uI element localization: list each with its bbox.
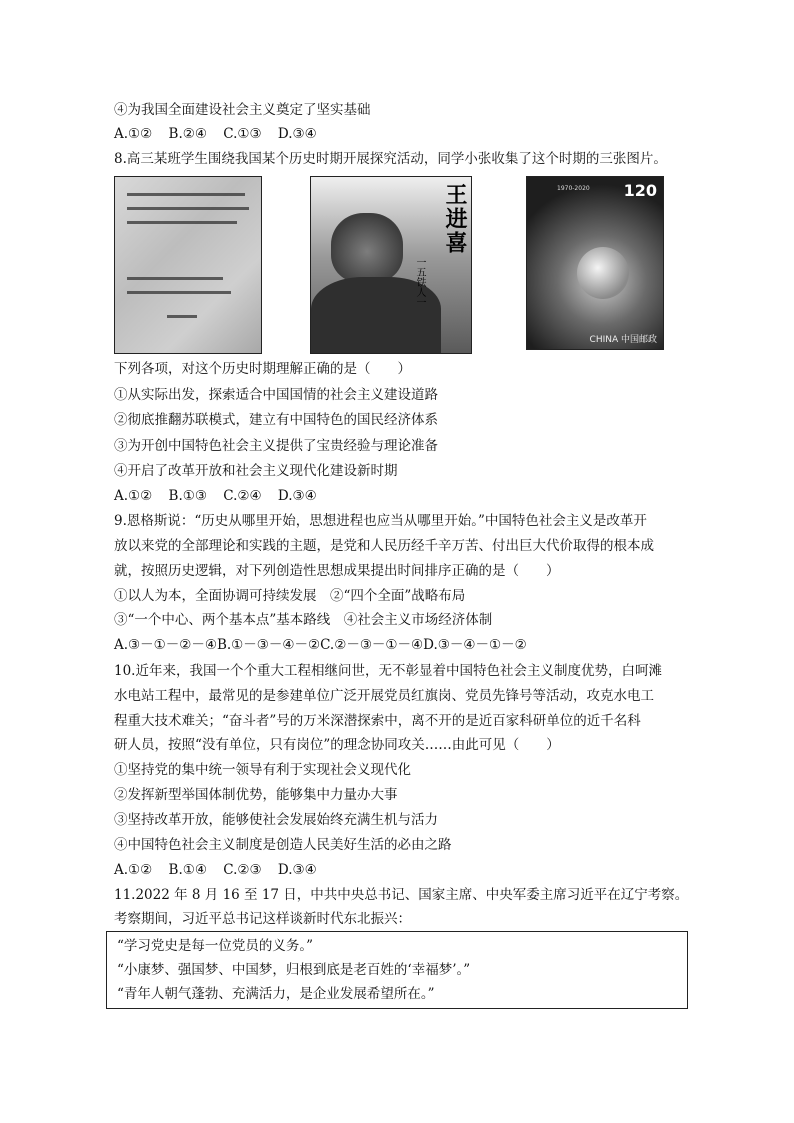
photo2-caption: 一五铁人一 (414, 257, 425, 307)
q7-option-b: B.②④ (168, 126, 207, 142)
q11-quote-1: “学习党史是每一位党员的义务。” (117, 938, 314, 954)
q7-options (114, 122, 694, 147)
q8-option-c: C.②④ (223, 488, 262, 504)
photo2-name: 王进喜 (442, 183, 468, 255)
q9-statements-3-4: ③“一个中心、两个基本点”基本路线 ④社会主义市场经济体制 (114, 612, 493, 628)
q10-stem-line-3: 程重大技术难关；“奋斗者”号的万米深潜探索中，离不开的是近百家科研单位的近千名科 (114, 713, 641, 729)
q10-statement-3: ③坚持改革开放，能够使社会发展始终充满生机与活力 (114, 812, 438, 828)
q10-option-c: C.②③ (223, 862, 262, 878)
stamp-value: 120 (623, 181, 657, 200)
q8-stem: 8.高三某班学生围绕我国某个历史时期开展探究活动，同学小张收集了这个时期的三张图片。 (114, 151, 667, 167)
q11-quote-3: “青年人朝气蓬勃、充满活力，是企业发展希望所在。” (117, 986, 435, 1002)
q9-options (114, 633, 694, 658)
photo-congress-document (114, 176, 262, 354)
q8-option-a: A.①② (114, 488, 153, 504)
q11-stem-line-1: 11.2022 年 8 月 16 至 17 日，中共中央总书记、国家主席、中央军委主席习近平在辽宁考察。 (114, 887, 689, 903)
q8-option-b: B.①③ (168, 488, 207, 504)
satellite-icon (577, 247, 629, 299)
q10-option-a: A.①② (114, 862, 153, 878)
q8-statement-1: ①从实际出发，探索适合中国国情的社会主义建设道路 (114, 387, 438, 403)
q7-option-a: A.①② (114, 126, 153, 142)
q7-option-c: C.①③ (223, 126, 262, 142)
q8-option-d: D.③④ (277, 488, 317, 504)
q9-option-d: D.③－④－①－② (423, 637, 527, 653)
q10-stem-line-2: 水电站工程中，最常见的是参建单位广泛开展党员红旗岗、党员先锋号等活动，攻克水电工 (114, 688, 654, 704)
q10-statement-2: ②发挥新型举国体制优势，能够集中力量办大事 (114, 787, 398, 803)
q11-stem-line-2: 考察期间，习近平总书记这样谈新时代东北振兴： (114, 911, 411, 927)
q8-question: 下列各项，对这个历史时期理解正确的是（ ） (114, 361, 411, 377)
q10-stem-line-1: 10.近年来，我国一个个重大工程相继问世，无不彰显着中国特色社会主义制度优势，白呵滩 (114, 663, 662, 679)
photo-satellite-stamp (526, 176, 664, 350)
q10-statement-4: ④中国特色社会主义制度是创造人民美好生活的必由之路 (114, 837, 452, 853)
q10-option-d: D.③④ (277, 862, 317, 878)
stamp-country: CHINA 中国邮政 (589, 335, 657, 345)
q9-option-a: A.③－①－②－④ (114, 637, 217, 653)
photo-wang-jinxi (310, 176, 472, 354)
q9-statements-1-2: ①以人为本，全面协调可持续发展 ②“四个全面”战略布局 (114, 588, 466, 604)
q10-statement-1: ①坚持党的集中统一领导有利于实现社会义现代化 (114, 762, 411, 778)
stamp-caption: 1970-2020 (557, 185, 590, 192)
q7-statement-4: ④为我国全面建设社会主义奠定了坚实基础 (114, 102, 371, 118)
q8-statement-4: ④开启了改革开放和社会主义现代化建设新时期 (114, 463, 398, 479)
q10-stem-line-4: 研人员，按照“没有单位，只有岗位”的理念协同攻关……由此可见（ ） (114, 737, 560, 753)
q10-options (114, 858, 694, 883)
q9-stem-line-3: 就，按照历史逻辑，对下列创造性思想成果提出时间排序正确的是（ ） (114, 563, 560, 579)
q7-option-d: D.③④ (277, 126, 317, 142)
q9-option-b: B.①－③－④－② (216, 637, 321, 653)
q8-statement-3: ③为开创中国特色社会主义提供了宝贵经验与理论准备 (114, 438, 438, 454)
q9-stem-line-2: 放以来党的全部理论和实践的主题，是党和人民历经千辛万苦、付出巨大代价取得的根本成 (114, 538, 654, 554)
q8-options (114, 484, 694, 509)
q11-quote-box (106, 931, 688, 1009)
portrait-figure (331, 213, 403, 283)
q9-option-c: C.②－③－①－④ (320, 637, 424, 653)
q11-quote-2: “小康梦、强国梦、中国梦，归根到底是老百姓的‘幸福梦’。” (117, 962, 471, 978)
q9-stem-line-1: 9.恩格斯说：“历史从哪里开始，思想进程也应当从哪里开始。”中国特色社会主义是改革开 (114, 513, 647, 529)
q8-statement-2: ②彻底推翻苏联模式，建立有中国特色的国民经济体系 (114, 412, 438, 428)
q10-option-b: B.①④ (168, 862, 207, 878)
